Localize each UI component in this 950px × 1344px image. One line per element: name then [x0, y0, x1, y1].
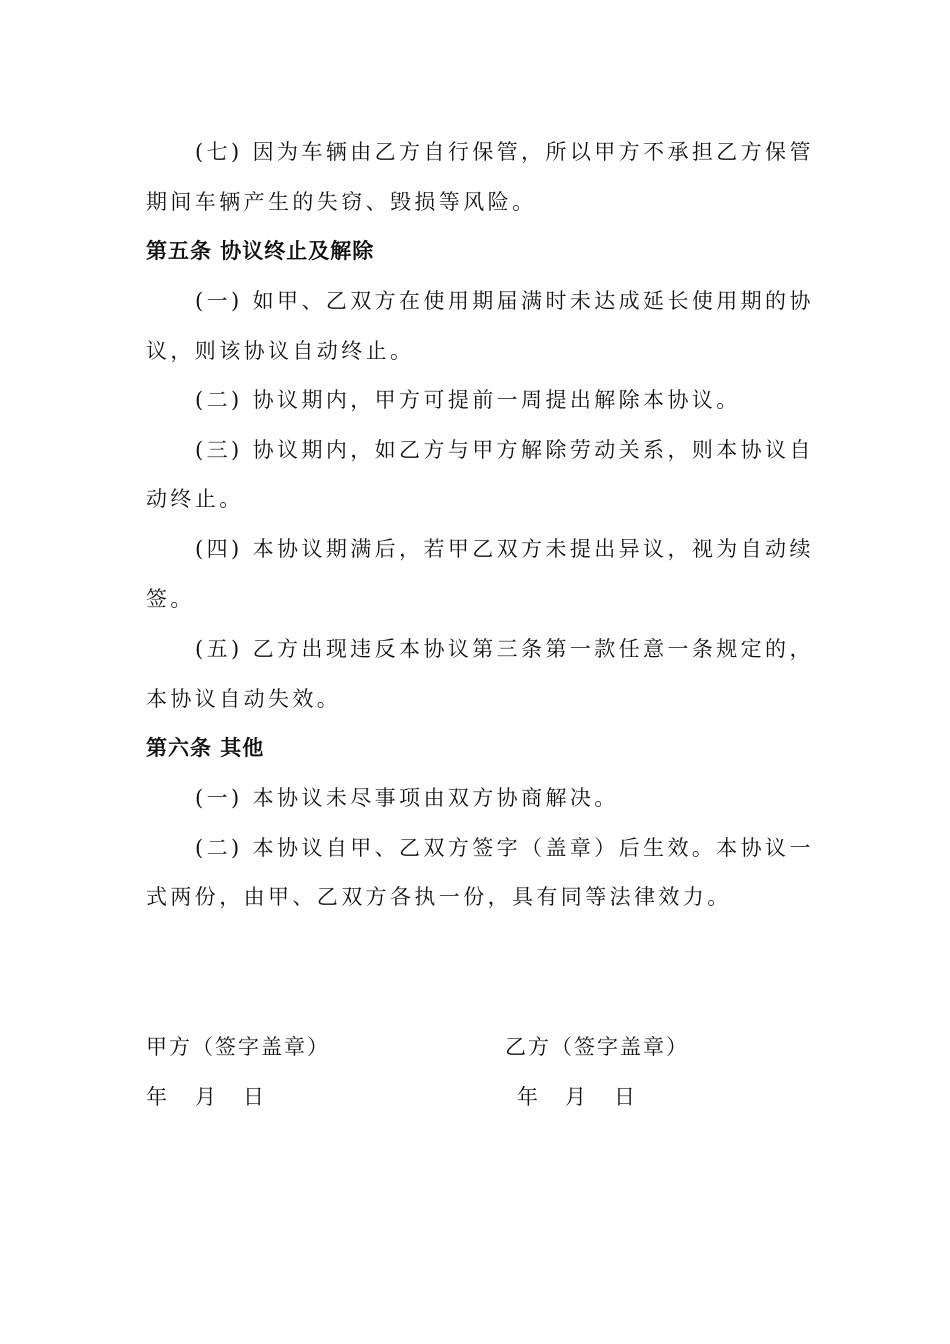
party-a-year-label: 年 [146, 1085, 167, 1109]
article-5-heading: 第五条 协议终止及解除 [146, 239, 375, 263]
party-a-day-label: 日 [243, 1085, 264, 1109]
party-b-signature-label: 乙方（签字盖章） [505, 1035, 689, 1059]
party-a-month-label: 月 [195, 1085, 216, 1109]
article-5-item-1-line-1: (一) 如甲、乙双方在使用期届满时未达成延长使用期的协 [195, 289, 814, 313]
article-5-item-1-line-2: 议，则该协议自动终止。 [146, 339, 415, 363]
article-5-item-2: (二) 协议期内，甲方可提前一周提出解除本协议。 [195, 388, 741, 412]
article-6-item-1: (一) 本协议未尽事项由双方协商解决。 [195, 786, 619, 810]
article-5-item-5-line-1: (五) 乙方出现违反本协议第三条第一款任意一条规定的， [195, 637, 814, 661]
clause-7-line-1: (七) 因为车辆由乙方自行保管，所以甲方不承担乙方保管 [195, 140, 814, 164]
party-a-signature-label: 甲方（签字盖章） [146, 1035, 330, 1059]
article-5-item-3-line-1: (三) 协议期内，如乙方与甲方解除劳动关系，则本协议自 [195, 438, 814, 462]
article-5-item-5-line-2: 本协议自动失效。 [146, 687, 342, 711]
article-5-item-4-line-2: 签。 [146, 587, 195, 611]
clause-7-line-2: 期间车辆产生的失窃、毁损等风险。 [146, 190, 537, 214]
article-5-item-4-line-1: (四) 本协议期满后，若甲乙双方未提出异议，视为自动续 [195, 537, 814, 561]
article-5-item-3-line-2: 动终止。 [146, 487, 244, 511]
party-b-year-label: 年 [517, 1085, 538, 1109]
party-b-day-label: 日 [614, 1085, 635, 1109]
party-b-month-label: 月 [565, 1085, 586, 1109]
article-6-item-2-line-2: 式两份，由甲、乙双方各执一份，具有同等法律效力。 [146, 885, 732, 909]
article-6-heading: 第六条 其他 [146, 736, 265, 760]
article-6-item-2-line-1: (二) 本协议自甲、乙双方签字（盖章）后生效。本协议一 [195, 836, 814, 860]
